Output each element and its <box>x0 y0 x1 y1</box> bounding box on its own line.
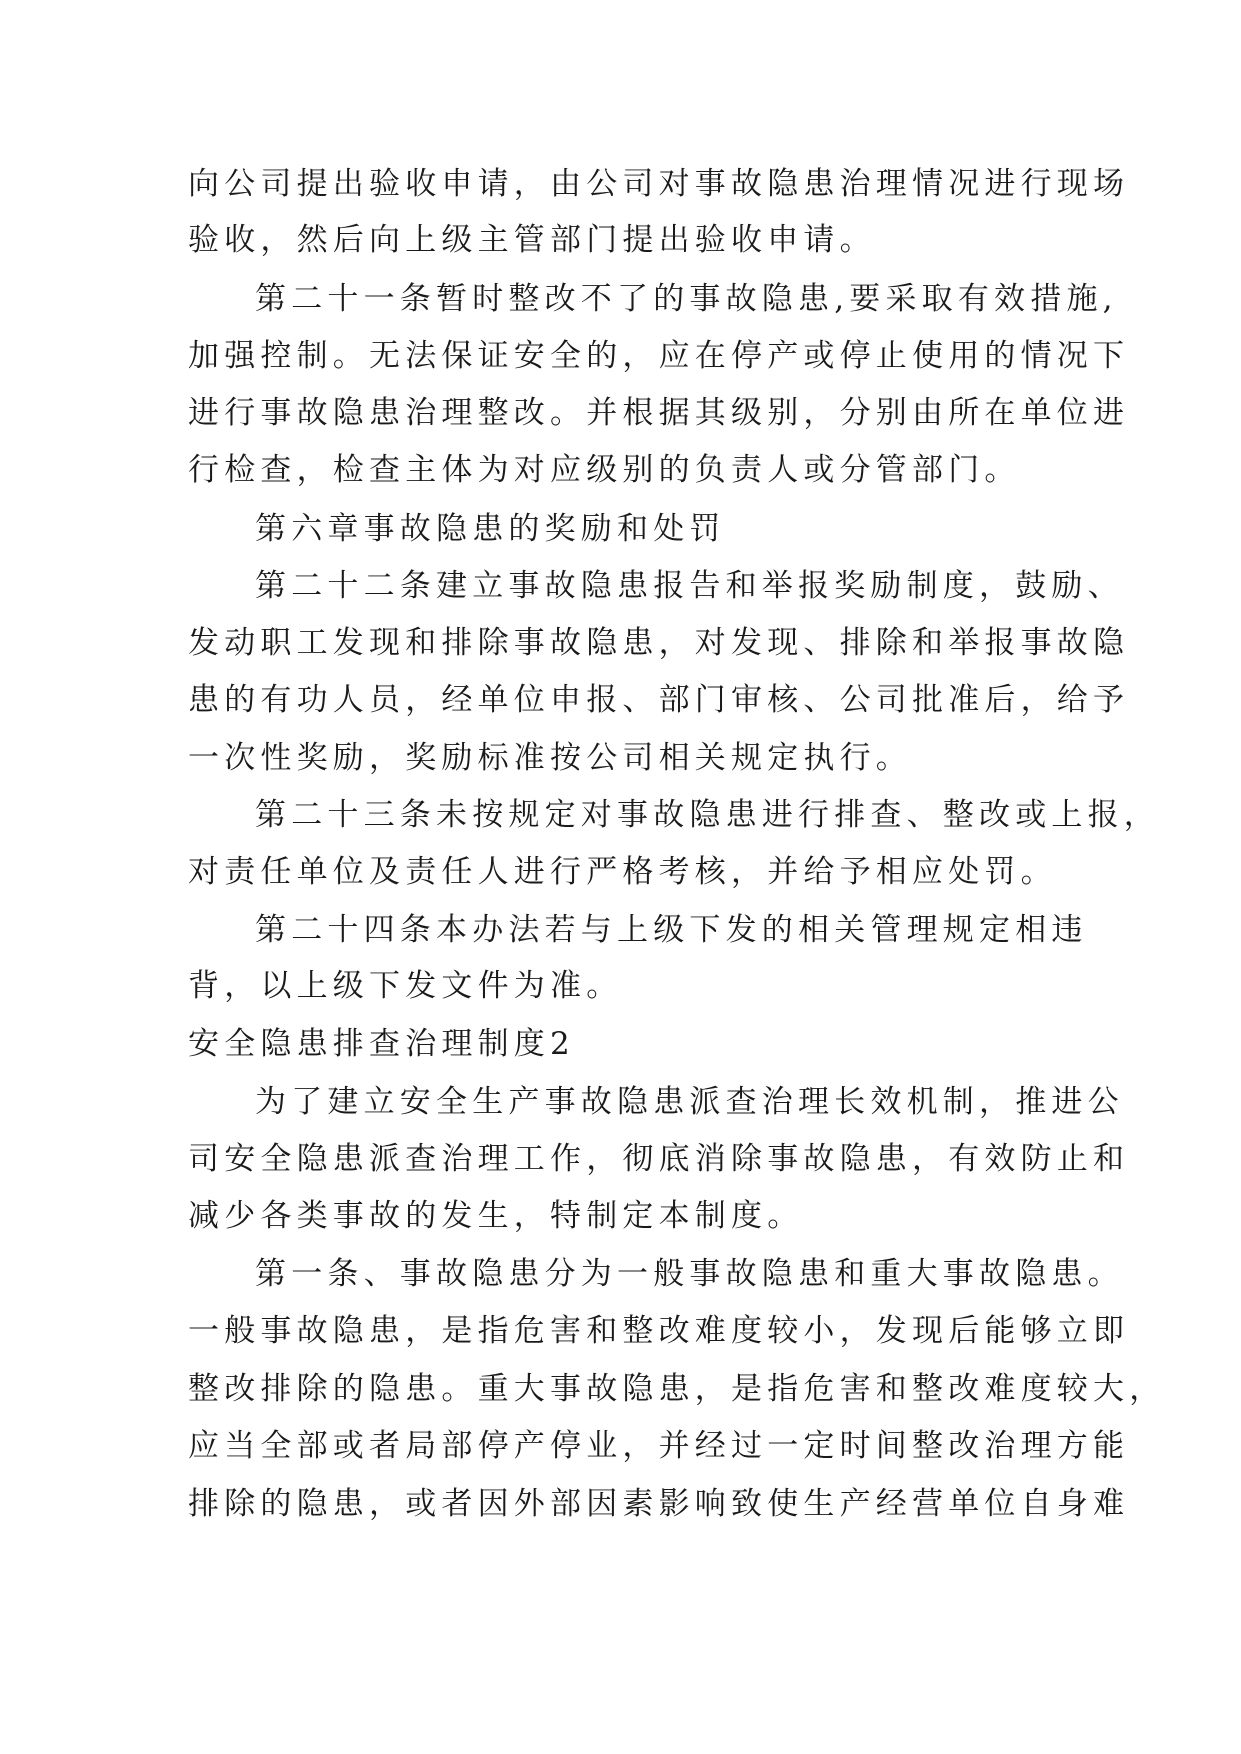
article-24-line: 第二十四条本办法若与上级下发的相关管理规定相违 <box>255 912 1088 948</box>
paragraph-line: 一次性奖励，奖励标准按公司相关规定执行。 <box>188 740 912 776</box>
article-23-line: 第二十三条未按规定对事故隐患进行排查、整改或上报， <box>255 797 1160 833</box>
paragraph-line: 进行事故隐患治理整改。并根据其级别，分别由所在单位进 <box>188 395 1130 431</box>
paragraph-line: 患的有功人员，经单位申报、部门审核、公司批准后，给予 <box>188 682 1130 718</box>
paragraph-line: 应当全部或者局部停产停业，并经过一定时间整改治理方能 <box>188 1428 1130 1464</box>
intro-paragraph-line: 为了建立安全生产事故隐患派查治理长效机制，推进公 <box>255 1084 1124 1120</box>
paragraph-line: 排除的隐患，或者因外部因素影响致使生产经营单位自身难 <box>188 1486 1130 1522</box>
paragraph-line: 背，以上级下发文件为准。 <box>188 968 623 1004</box>
paragraph-line: 发动职工发现和排除事故隐患，对发现、排除和举报事故隐 <box>188 625 1130 661</box>
paragraph-line: 行检查，检查主体为对应级别的负责人或分管部门。 <box>188 452 1021 488</box>
paragraph-line: 司安全隐患派查治理工作，彻底消除事故隐患，有效防止和 <box>188 1141 1130 1177</box>
paragraph-line: 验收，然后向上级主管部门提出验收申请。 <box>188 222 876 258</box>
paragraph-line: 加强控制。无法保证安全的，应在停产或停止使用的情况下 <box>188 338 1130 374</box>
article-22-line: 第二十二条建立事故隐患报告和举报奖励制度，鼓励、 <box>255 568 1124 604</box>
paragraph-line: 减少各类事故的发生，特制定本制度。 <box>188 1198 804 1234</box>
paragraph-line: 向公司提出验收申请，由公司对事故隐患治理情况进行现场 <box>188 166 1130 202</box>
article-1-line: 第一条、事故隐患分为一般事故隐患和重大事故隐患。 <box>255 1256 1124 1292</box>
section-title: 安全隐患排查治理制度2 <box>188 1026 575 1062</box>
chapter-6-heading: 第六章事故隐患的奖励和处罚 <box>255 511 726 547</box>
article-21-line: 第二十一条暂时整改不了的事故隐患,要采取有效措施, <box>255 281 1118 317</box>
paragraph-line: 整改排除的隐患。重大事故隐患，是指危害和整改难度较大， <box>188 1371 1166 1407</box>
paragraph-line: 一般事故隐患，是指危害和整改难度较小，发现后能够立即 <box>188 1313 1130 1349</box>
paragraph-line: 对责任单位及责任人进行严格考核，并给予相应处罚。 <box>188 854 1057 890</box>
